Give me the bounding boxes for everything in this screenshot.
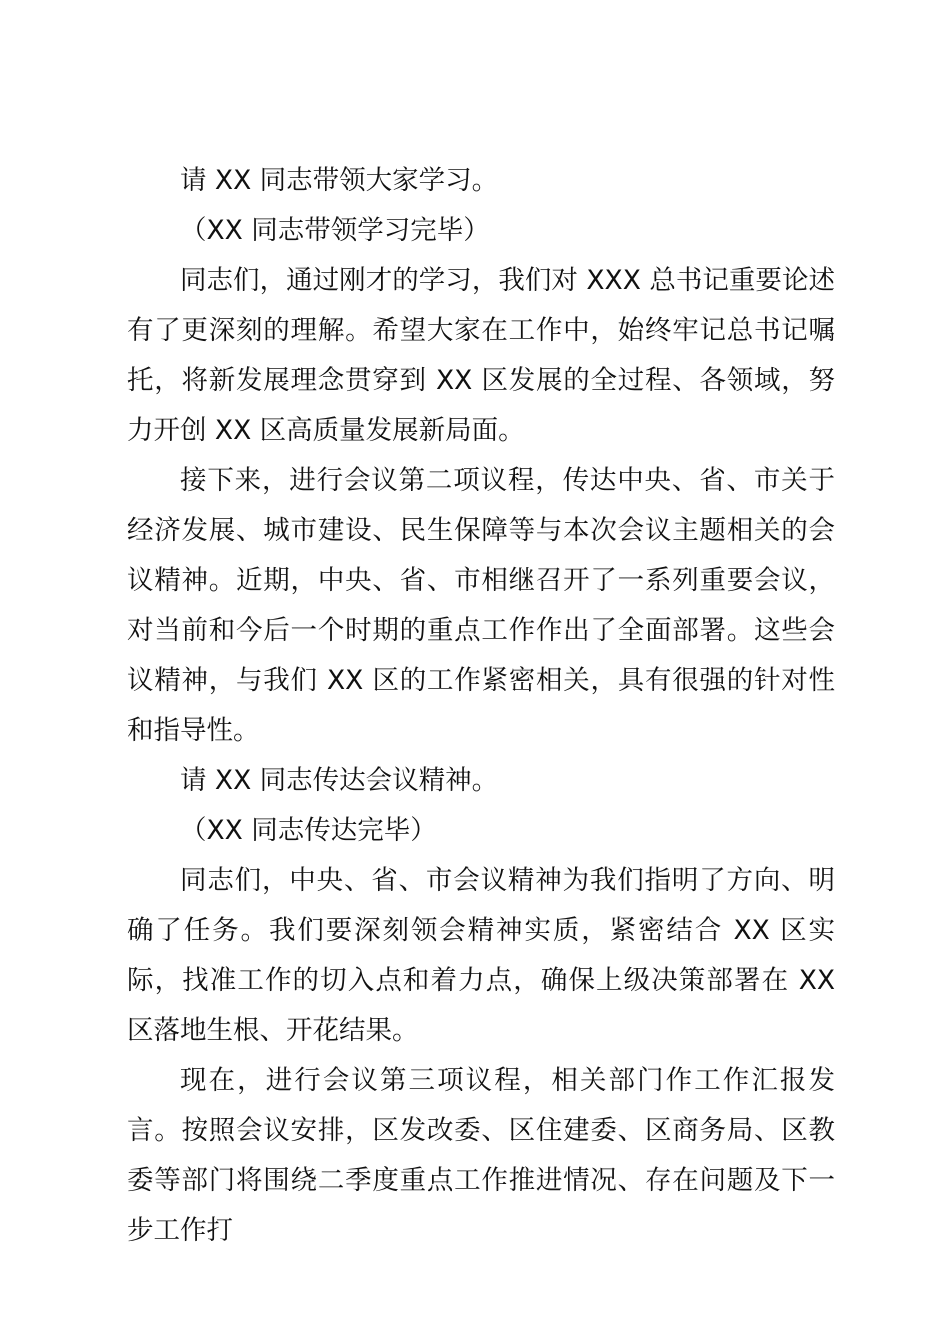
paragraph-study-summary: 同志们，通过刚才的学习，我们对 XXX 总书记重要论述有了更深刻的理解。希望大家在工作中，始终牢记总书记嘱托，将新发展理念贯穿到 XX 区发展的全过程、各领域，努力开创 XX 区高质量发展新局面。 (127, 265, 835, 446)
paragraph-agenda-three: 现在，进行会议第三项议程，相关部门作工作汇报发言。按照会议安排，区发改委、区住建委、区商务局、区教委等部门将围绕二季度重点工作推进情况、存在问题及下一步工作打 (127, 1065, 835, 1246)
document-body (127, 156, 835, 1256)
paragraph-invite-convey: 请 XX 同志传达会议精神。 (180, 765, 499, 796)
paragraph-study-complete: （XX 同志带领学习完毕） (180, 215, 490, 246)
paragraph-invite-study: 请 XX 同志带领大家学习。 (180, 165, 499, 196)
paragraph-convey-summary: 同志们，中央、省、市会议精神为我们指明了方向、明确了任务。我们要深刻领会精神实质，紧密结合 XX 区实际，找准工作的切入点和着力点，确保上级决策部署在 XX 区落地生根、开花结果。 (127, 865, 835, 1046)
paragraph-convey-complete: （XX 同志传达完毕） (180, 815, 437, 846)
paragraph-agenda-two: 接下来，进行会议第二项议程，传达中央、省、市关于经济发展、城市建设、民生保障等与本次会议主题相关的会议精神。近期，中央、省、市相继召开了一系列重要会议，对当前和今后一个时期的重点工作作出了全面部署。这些会议精神，与我们 XX 区的工作紧密相关，具有很强的针对性和指导性。 (127, 465, 835, 746)
